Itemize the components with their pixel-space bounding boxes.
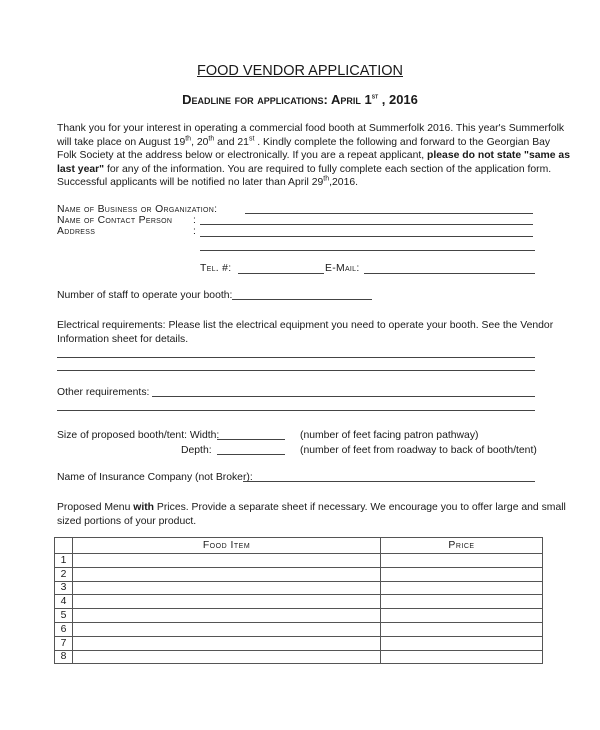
booth-depth-note: (number of feet from roadway to back of booth/tent) [300,445,537,456]
other-requirements-field-2[interactable] [57,410,535,411]
food-item-cell[interactable] [73,622,381,636]
electrical-text [57,319,553,346]
table-row [55,609,543,623]
deadline: Deadline for applications: April 1st , 2016 [182,92,418,107]
email-field[interactable] [364,273,535,274]
address-field-2[interactable] [200,250,535,251]
food-item-cell[interactable] [73,595,381,609]
contact-person-label: Name of Contact Person [57,215,173,226]
electrical-line: Information sheet for details. [57,333,189,345]
booth-depth-label: Depth: [181,445,212,456]
address-label: Address [57,226,96,237]
menu-table [54,537,543,664]
tel-label: Tel. #: [200,263,232,274]
booth-width-note: (number of feet facing patron pathway) [300,430,479,441]
deadline-label: Deadline for applications: [182,92,328,107]
booth-width-field[interactable] [217,439,285,440]
price-cell[interactable] [381,650,543,664]
food-item-cell[interactable] [73,567,381,581]
row-number: 2 [55,567,73,581]
row-number: 7 [55,636,73,650]
menu-header-num [55,538,73,554]
business-name-field[interactable] [245,213,533,214]
table-row [55,581,543,595]
table-row [55,567,543,581]
address-field-1[interactable] [200,236,533,237]
deadline-date: April 1 [331,92,372,107]
price-cell[interactable] [381,554,543,568]
table-row [55,650,543,664]
page-title: FOOD VENDOR APPLICATION [197,63,403,79]
menu-table-header [55,538,543,554]
table-row [55,636,543,650]
row-number: 8 [55,650,73,664]
intro-line: Successful applicants will be notified no later than April 29th,2016. [57,175,359,188]
email-label: E-Mail: [325,263,360,274]
electrical-field-1[interactable] [57,357,535,358]
menu-intro [57,501,566,528]
contact-person-field[interactable] [200,224,533,225]
insurance-label: Name of Insurance Company (not Broker): [57,472,253,483]
food-item-cell[interactable] [73,636,381,650]
business-name-label: Name of Business or Organization: [57,204,218,215]
table-row [55,595,543,609]
booth-depth-field[interactable] [217,454,285,455]
table-row [55,622,543,636]
menu-intro-line: sized portions of your product. [57,515,197,527]
electrical-line: Electrical requirements: Please list the electrical equipment you need to operate your booth. See the Vendor [57,320,554,331]
row-number: 5 [55,609,73,623]
row-number: 6 [55,622,73,636]
intro-line: will take place on August 19th, 20th and 21st . Kindly complete the following and forward to the Georgian Bay [57,135,551,148]
food-item-cell[interactable] [73,581,381,595]
other-requirements-field-1[interactable] [152,396,535,397]
price-cell[interactable] [381,567,543,581]
price-cell[interactable] [381,581,543,595]
menu-header-price: Price [381,538,543,554]
row-number: 4 [55,595,73,609]
insurance-field[interactable] [243,481,535,482]
food-item-cell[interactable] [73,609,381,623]
booth-width-label: Size of proposed booth/tent: Width: [57,430,220,441]
table-row [55,554,543,568]
electrical-field-2[interactable] [57,370,535,371]
price-cell[interactable] [381,609,543,623]
row-number: 3 [55,581,73,595]
menu-header-food-item: Food Item [73,538,381,554]
contact-colon: : [193,215,197,226]
intro-paragraph [57,122,570,190]
address-colon: : [193,226,197,237]
price-cell[interactable] [381,636,543,650]
staff-field[interactable] [232,299,372,300]
intro-line: Thank you for your interest in operating a commercial food booth at Summerfolk 2016. This year's Summerfolk [57,123,565,134]
tel-field[interactable] [238,273,324,274]
other-requirements-label: Other requirements: [57,387,150,398]
food-item-cell[interactable] [73,650,381,664]
row-number: 1 [55,554,73,568]
price-cell[interactable] [381,595,543,609]
price-cell[interactable] [381,622,543,636]
intro-line: Folk Society at the address below or electronically. If you are a repeat applicant, please do not state "same as [57,150,570,161]
staff-label: Number of staff to operate your booth: [57,290,233,301]
menu-intro-line: Proposed Menu with Prices. Provide a separate sheet if necessary. We encourage you to offer large and small [57,502,566,513]
food-item-cell[interactable] [73,554,381,568]
intro-line: last year" for any of the information. You are required to fully complete each section of the application form. [57,163,552,175]
